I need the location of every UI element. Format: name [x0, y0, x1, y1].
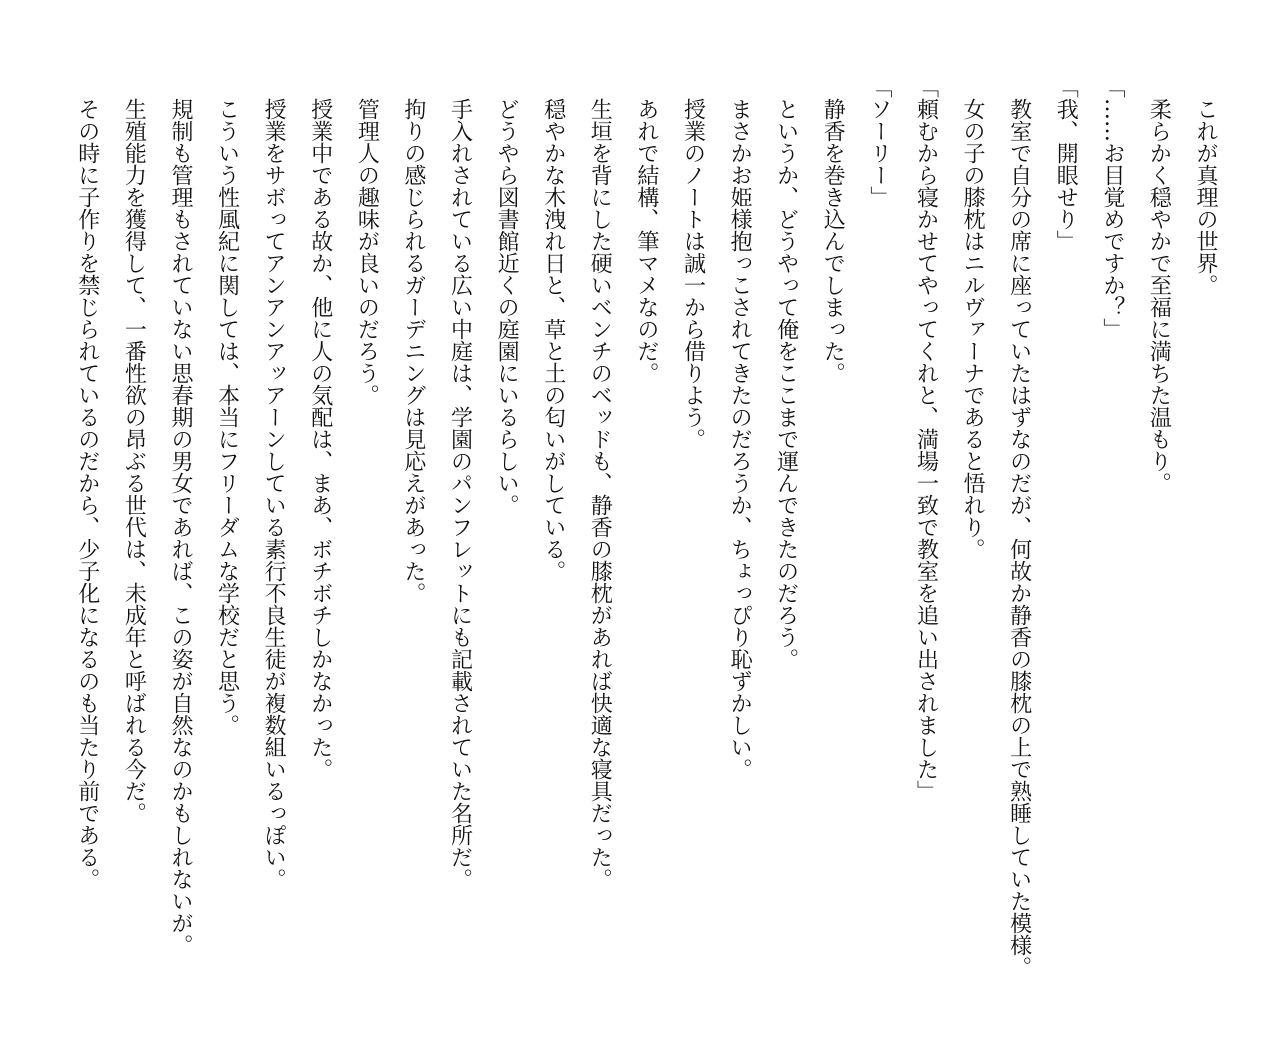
text-line: 管理人の趣味が良いのだろう。 — [354, 98, 380, 406]
text-line: 授業をサボってアンアンアッアーンしている素行不良生徒が複数組いるっぽい。 — [261, 98, 287, 890]
text-line: まさかお姫様抱っこされてきたのだろうか、ちょっぴり恥ずかしい。 — [727, 98, 753, 780]
text-line: 教室で自分の席に座っていたはずなのだが、何故か静香の膝枕の上で熟睡していた模様。 — [1006, 98, 1032, 978]
text-line: 静香を巻き込んでしまった。 — [820, 98, 846, 384]
text-line: 生殖能力を獲得して、一番性欲の昂ぶる世代は、未成年と呼ばれる今だ。 — [121, 98, 147, 824]
text-line: 女の子の膝枕はニルヴァーナであると悟れり。 — [960, 98, 986, 560]
text-line: 「ソーリー」 — [866, 76, 892, 208]
text-line: 穏やかな木洩れ日と、草と土の匂いがしている。 — [540, 98, 566, 582]
text-line: 授業のノートは誠一から借りよう。 — [680, 98, 706, 450]
text-line: 授業中である故か、他に人の気配は、まあ、ボチボチしかなかった。 — [307, 98, 333, 780]
text-line: どうやら図書館近くの庭園にいるらしい。 — [494, 98, 520, 516]
text-line: 柔らかく穏やかで至福に満ちた温もり。 — [1146, 98, 1172, 494]
text-line: これが真理の世界。 — [1193, 98, 1218, 296]
vertical-text-body — [63, 76, 1228, 1036]
text-line: 「我、開眼せり」 — [1053, 76, 1079, 252]
text-line: 規制も管理もされていない思春期の男女であれば、この姿が自然なのかもしれないが。 — [167, 98, 193, 956]
text-line: こういう性風紀に関しては、本当にフリーダムな学校だと思う。 — [214, 98, 240, 736]
text-line: 拘りの感じられるガーデニングは見応えがあった。 — [400, 98, 426, 604]
text-line: 生垣を背にした硬いベンチのベッドも、静香の膝枕があれば快適な寝具だった。 — [587, 98, 613, 890]
text-line: 「頼むから寝かせてやってくれと、満場一致で教室を追い出されました」 — [913, 76, 939, 802]
text-line: その時に子作りを禁じられているのだから、少子化になるのも当たり前である。 — [74, 98, 100, 890]
text-line: あれで結構、筆マメなのだ。 — [633, 98, 659, 384]
text-line: 手入れされている広い中庭は、学園のパンフレットにも記載されていた名所だ。 — [447, 98, 473, 890]
text-line: というか、どうやって俺をここまで運んできたのだろう。 — [773, 98, 799, 670]
text-line: 「……お目覚めですか？」 — [1099, 76, 1125, 340]
